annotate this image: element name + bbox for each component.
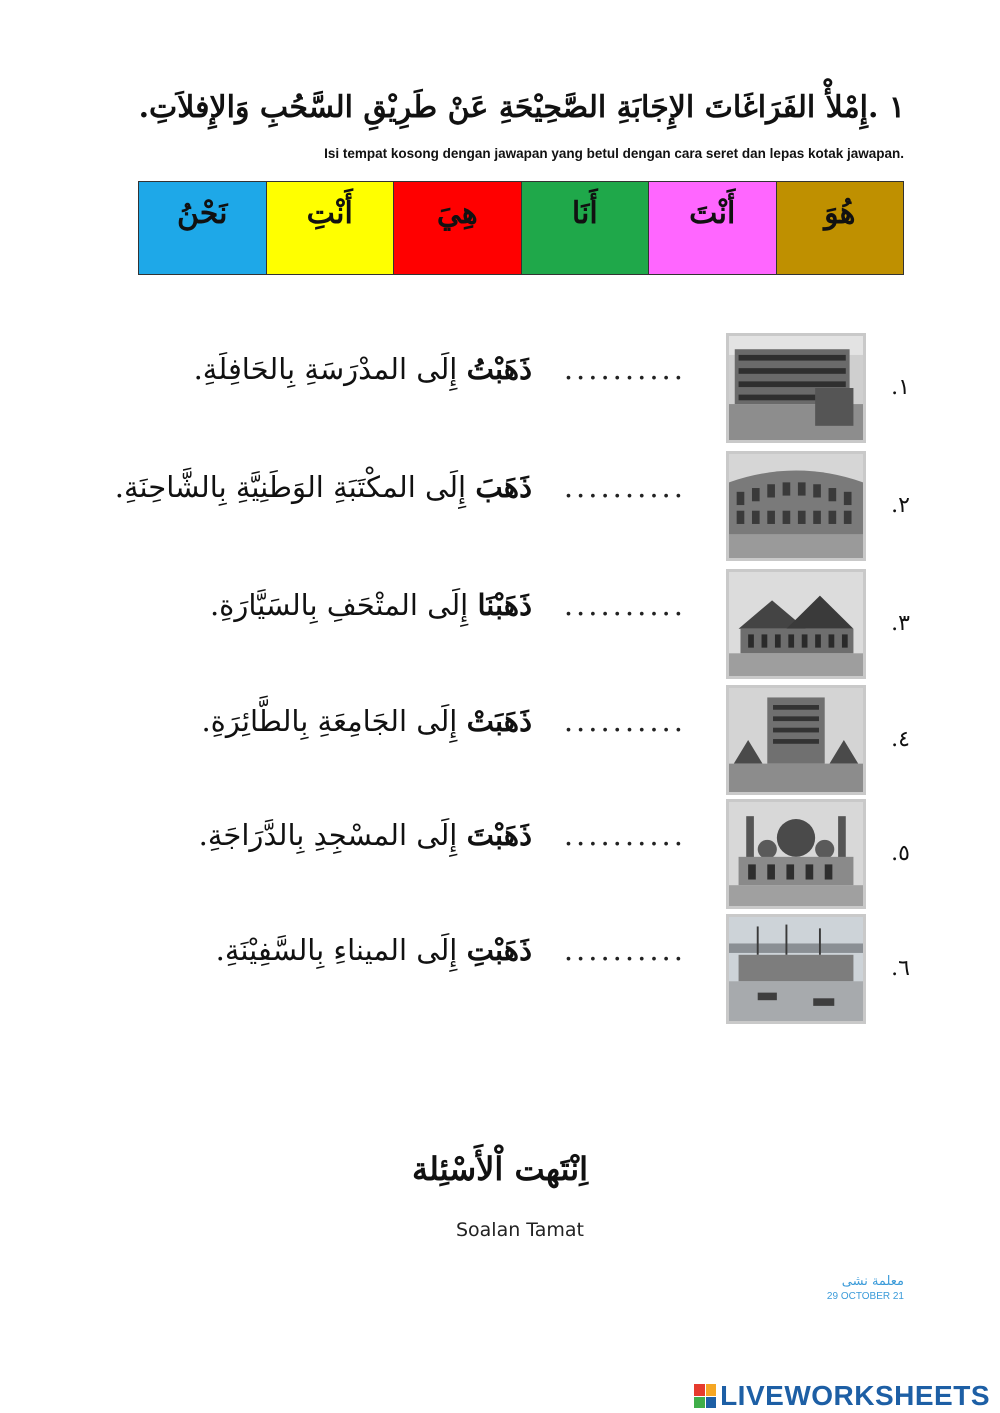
word-tile-hiya[interactable]: هِيَ — [393, 182, 521, 274]
word-tile-huwa[interactable]: هُوَ — [776, 182, 904, 274]
question-sentence — [194, 341, 700, 397]
instruction-title: ١ .إِمْلأْ الفَرَاغَاتَ الإِجَابَةِ الصَّحِيْحَةِ عَنْ طَرِيْقِ السَّحُبِ وَالإِفلاَتِ. — [138, 90, 905, 125]
question-number: .١ — [891, 375, 910, 400]
question-verb: ذَهَبْتُ — [466, 352, 532, 386]
question-number: .٤ — [891, 727, 910, 752]
question-verb: ذَهَبَ — [475, 470, 532, 504]
question-6 — [100, 914, 910, 1030]
question-sentence — [201, 693, 700, 749]
school-photo — [726, 333, 866, 443]
question-1 — [100, 333, 910, 449]
brand-name: LIVEWORKSHEETS — [720, 1380, 990, 1411]
answer-blank[interactable]: .......... — [563, 352, 686, 386]
question-sentence — [210, 577, 700, 633]
answer-blank[interactable]: .......... — [563, 818, 686, 852]
instruction-subtitle: Isi tempat kosong dengan jawapan yang betul dengan cara seret dan lepas kotak jawapan. — [324, 146, 904, 161]
word-tile-nahnu[interactable]: نَحْنُ — [139, 182, 266, 274]
question-number: .٦ — [891, 956, 910, 981]
word-tile-anti[interactable]: أَنْتِ — [266, 182, 394, 274]
word-tile-anta[interactable]: أَنْتَ — [648, 182, 776, 274]
question-5 — [100, 799, 910, 915]
library-photo — [726, 451, 866, 561]
teacher-signature — [827, 1274, 904, 1302]
end-of-questions-subtitle: Soalan Tamat — [455, 1219, 585, 1241]
teacher-name: معلمة نشى — [841, 1274, 904, 1289]
answer-blank[interactable]: .......... — [563, 588, 686, 622]
answer-blank[interactable]: .......... — [563, 933, 686, 967]
question-3 — [100, 569, 910, 685]
liveworksheets-brand[interactable] — [694, 1380, 990, 1412]
question-4 — [100, 685, 910, 801]
question-number: .٥ — [891, 841, 910, 866]
mosque-photo — [726, 799, 866, 909]
question-rest: إِلَى المكْتَبَةِ الوَطَنِيَّةِ بِالشَّاحِنَةِ. — [114, 470, 467, 504]
end-of-questions-title: اِنْتَهت اْلأَسْئِلة — [411, 1150, 589, 1188]
question-rest: إِلَى المدْرَسَةِ بِالحَافِلَةِ. — [193, 352, 458, 386]
liveworksheets-logo-icon — [694, 1384, 716, 1408]
worksheet-date: 29 OCTOBER 21 — [826, 1291, 904, 1302]
question-verb: ذَهَبَتْ — [466, 704, 532, 738]
question-sentence — [216, 922, 700, 978]
question-rest: إِلَى الجَامِعَةِ بِالطَّائِرَةِ. — [201, 704, 458, 738]
question-number: .٣ — [891, 611, 910, 636]
question-rest: إِلَى المتْحَفِ بِالسَيَّارَةِ. — [209, 588, 469, 622]
university-photo — [726, 685, 866, 795]
answer-blank[interactable]: .......... — [563, 470, 686, 504]
port-photo — [726, 914, 866, 1024]
question-rest: إِلَى المسْجِدِ بِالدَّرَاجَةِ. — [198, 818, 458, 852]
question-rest: إِلَى الميناءِ بِالسَّفِيْنَةِ. — [215, 933, 458, 967]
answer-blank[interactable]: .......... — [563, 704, 686, 738]
question-2 — [100, 451, 910, 567]
question-sentence — [115, 459, 700, 515]
question-verb: ذَهَبْنَا — [477, 588, 532, 622]
question-verb: ذَهَبْتِ — [466, 933, 532, 967]
question-verb: ذَهَبْتَ — [466, 818, 532, 852]
question-sentence — [199, 807, 700, 863]
word-bank — [138, 181, 904, 275]
question-number: .٢ — [891, 493, 910, 518]
museum-photo — [726, 569, 866, 679]
word-tile-ana[interactable]: أَنَا — [521, 182, 649, 274]
